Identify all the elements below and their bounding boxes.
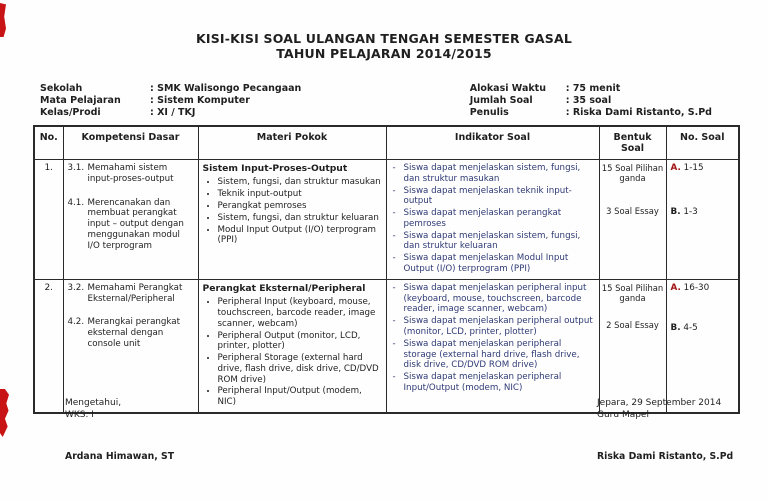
- header-bentuk-soal: Bentuk Soal: [599, 126, 666, 160]
- red-scan-mark-bottom: [0, 389, 9, 437]
- footer-left-line1: Mengetahui,: [65, 398, 122, 408]
- signature-block-right: [597, 397, 721, 421]
- materi-list: [203, 177, 382, 246]
- kd-number: 4.2.: [67, 317, 85, 328]
- info-label: Jumlah Soal: [469, 95, 533, 107]
- cell-row-number: 2.: [34, 279, 63, 413]
- cell-materi-pokok: [198, 279, 386, 413]
- no-soal-range: 1-15: [683, 163, 704, 173]
- cell-row-number: 1.: [34, 160, 63, 280]
- bentuk-pilihan-ganda: 15 Soal Pilihan ganda: [601, 282, 664, 304]
- indikator-item: - Siswa dapat menjelaskan peripheral output (monitor, LCD, printer, plotter): [391, 316, 595, 338]
- indikator-list: [391, 283, 595, 394]
- cell-no-soal: [666, 279, 739, 413]
- kompetensi-item: [68, 198, 194, 252]
- info-left: [40, 83, 301, 119]
- kd-number: 4.1.: [67, 197, 85, 208]
- footer-right-line2: Guru Mapel: [597, 410, 649, 421]
- header-materi-pokok: Materi Pokok: [198, 126, 386, 160]
- footer-left-line2: WKS. I: [65, 410, 94, 421]
- table-row: [34, 279, 739, 413]
- header-indikator-soal: Indikator Soal: [386, 126, 599, 160]
- info-value: : XI / TKJ: [150, 107, 196, 119]
- materi-item: • Sistem, fungsi, dan struktur masukan: [218, 177, 382, 188]
- cell-indikator-soal: [386, 160, 599, 280]
- materi-item: • Peripheral Input (keyboard, mouse, touchscreen, barcode reader, image scanner, webcam): [218, 297, 382, 329]
- no-soal-letter: A.: [670, 282, 681, 293]
- cell-bentuk-soal: [599, 279, 666, 413]
- materi-item: • Sistem, fungsi, dan struktur keluaran: [218, 213, 382, 224]
- signer-name-right: Riska Dami Ristanto, S.Pd: [597, 451, 734, 462]
- no-soal-range: 16-30: [683, 282, 710, 293]
- info-label: Kelas/Prodi: [40, 107, 101, 119]
- info-value: : Riska Dami Ristanto, S.Pd: [565, 107, 712, 119]
- kd-number: 3.1.: [67, 163, 85, 173]
- indikator-item: - Siswa dapat menjelaskan perangkat pemroses: [391, 208, 595, 230]
- kd-text: Memahami sistem input-proses-output: [87, 163, 174, 184]
- info-label: Sekolah: [40, 83, 83, 94]
- materi-item: • Peripheral Storage (external hard drive, flash drive, disk drive, CD/DVD ROM drive): [218, 353, 382, 385]
- kd-text: Memahami Perangkat Eksternal/Peripheral: [87, 282, 183, 304]
- title-line-2: TAHUN PELAJARAN 2014/2015: [276, 46, 492, 62]
- info-right: [470, 83, 712, 119]
- kisi-kisi-table: [33, 125, 740, 414]
- no-soal-letter: A.: [670, 163, 681, 173]
- no-soal-a: [671, 283, 735, 294]
- title-line-1: KISI-KISI SOAL ULANGAN TENGAH SEMESTER GASAL: [195, 31, 573, 46]
- bentuk-essay: 3 Soal Essay: [606, 205, 659, 216]
- header-no: No.: [34, 126, 63, 160]
- cell-kompetensi-dasar: [63, 160, 198, 280]
- info-label: Alokasi Waktu: [469, 83, 546, 94]
- no-soal-letter: B.: [670, 322, 681, 333]
- materi-item: • Teknik input-output: [218, 189, 382, 200]
- bentuk-pilihan-ganda: 15 Soal Pilihan ganda: [601, 163, 664, 184]
- no-soal-range: 1-3: [683, 206, 698, 217]
- materi-item: • Perangkat pemroses: [218, 201, 382, 212]
- info-value: : 35 soal: [565, 95, 612, 107]
- table-row: [34, 160, 739, 280]
- header-kompetensi-dasar: Kompetensi Dasar: [63, 126, 198, 160]
- page-title: [0, 31, 768, 62]
- materi-item: • Peripheral Output (monitor, LCD, printer, plotter): [218, 331, 382, 353]
- materi-item: • Modul Input Output (I/O) terprogram (PPI): [218, 225, 382, 247]
- indikator-item: - Siswa dapat menjelaskan peripheral storage (external hard drive, flash drive, disk drive, CD/DVD ROM drive): [391, 339, 595, 371]
- indikator-item: - Siswa dapat menjelaskan peripheral Input/Output (modem, NIC): [391, 372, 595, 394]
- info-value: : 75 menit: [565, 83, 621, 94]
- info-value: : SMK Walisongo Pecangaan: [150, 83, 302, 94]
- cell-indikator-soal: [386, 279, 599, 413]
- indikator-item: - Siswa dapat menjelaskan Modul Input Output (I/O) terprogram (PPI): [391, 253, 595, 275]
- no-soal-b: [671, 207, 735, 218]
- document-info: [40, 83, 740, 119]
- no-soal-range: 4-5: [683, 322, 698, 333]
- cell-materi-pokok: [198, 160, 386, 280]
- info-label: Penulis: [469, 107, 509, 119]
- no-soal-letter: B.: [670, 206, 681, 217]
- indikator-item: - Siswa dapat menjelaskan teknik input-output: [391, 186, 595, 208]
- header-no-soal: No. Soal: [666, 126, 739, 160]
- indikator-item: - Siswa dapat menjelaskan peripheral input (keyboard, mouse, touchscreen, barcode reader, image scanner, webcam): [391, 283, 595, 315]
- indikator-list: [391, 163, 595, 275]
- materi-list: [203, 297, 382, 408]
- info-label: Mata Pelajaran: [40, 95, 121, 107]
- kompetensi-item: [68, 163, 194, 185]
- materi-title: Sistem Input-Proses-Output: [202, 163, 348, 174]
- kd-number: 3.2.: [67, 282, 85, 293]
- indikator-item: - Siswa dapat menjelaskan sistem, fungsi, dan struktur keluaran: [391, 231, 595, 253]
- materi-title: Perangkat Eksternal/Peripheral: [202, 282, 366, 294]
- signature-block-left: [65, 397, 121, 421]
- footer-right-line1: Jepara, 29 September 2014: [597, 398, 722, 408]
- kd-text: Merencanakan dan membuat perangkat input – output dengan menggunakan modul I/O terprogram: [87, 197, 184, 251]
- bentuk-essay: 2 Soal Essay: [606, 319, 659, 330]
- cell-kompetensi-dasar: [63, 279, 198, 413]
- table-header-row: [34, 126, 739, 160]
- cell-no-soal: [666, 160, 739, 280]
- no-soal-a: [671, 163, 735, 174]
- kompetensi-item: [68, 317, 194, 349]
- no-soal-b: [671, 323, 735, 334]
- kd-text: Merangkai perangkat eksternal dengan console unit: [87, 317, 181, 349]
- signer-name-left: Ardana Himawan, ST: [65, 451, 175, 462]
- cell-bentuk-soal: [599, 160, 666, 280]
- info-value: : Sistem Komputer: [150, 95, 250, 107]
- indikator-item: - Siswa dapat menjelaskan sistem, fungsi, dan struktur masukan: [391, 163, 595, 185]
- materi-item: • Peripheral Input/Output (modem, NIC): [218, 386, 382, 408]
- kompetensi-item: [68, 283, 194, 305]
